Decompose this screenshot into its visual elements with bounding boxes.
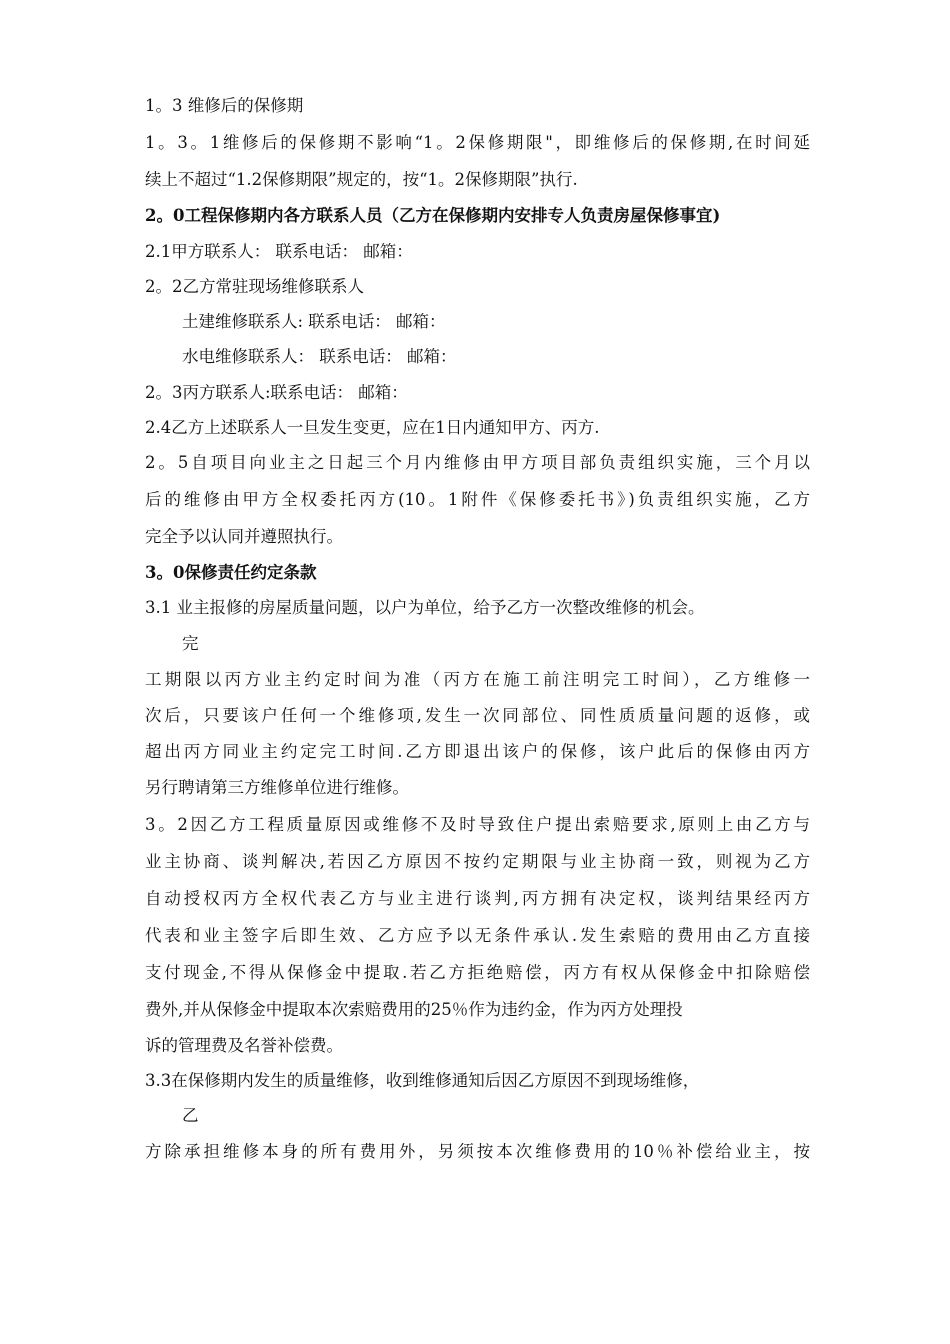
paragraph-line: 另行聘请第三方维修单位进行维修。 (145, 778, 409, 797)
heading-2-2: 2。2乙方常驻现场维修联系人 (145, 277, 364, 296)
paragraph-line: 次后，只要该户任何一个维修项,发生一次同部位、同性质质量问题的返修，或 (145, 706, 810, 725)
paragraph-line: 3。2因乙方工程质量原因或维修不及时导致住户提出索赔要求,原则上由乙方与 (145, 815, 810, 834)
heading-2-0: 2。0工程保修期内各方联系人员（乙方在保修期内安排专人负责房屋保修事宜) (145, 206, 721, 225)
paragraph-line: 乙 (182, 1106, 199, 1125)
contact-line-electrical: 水电维修联系人： 联系电话： 邮箱： (182, 347, 457, 366)
paragraph-line: 后的维修由甲方全权委托丙方(10。1附件《保修委托书》)负责组织实施，乙方 (145, 490, 810, 509)
paragraph-line: 2。5自项目向业主之日起三个月内维修由甲方项目部负责组织实施，三个月以 (145, 453, 810, 472)
contact-line-civil: 土建维修联系人: 联系电话： 邮箱： (182, 312, 446, 331)
paragraph-line: 超出丙方同业主约定完工时间.乙方即退出该户的保修，该户此后的保修由丙方 (145, 742, 810, 761)
paragraph-line: 续上不超过“1.2保修期限”规定的，按“1。2保修期限”执行. (145, 170, 578, 189)
paragraph-line: 工期限以丙方业主约定时间为准（丙方在施工前注明完工时间），乙方维修一 (145, 670, 810, 689)
contact-line-party-c: 2。3丙方联系人:联系电话： 邮箱： (145, 383, 408, 402)
paragraph-line: 3.1 业主报修的房屋质量问题，以户为单位，给予乙方一次整改维修的机会。 (145, 598, 705, 617)
paragraph-line: 自动授权丙方全权代表乙方与业主进行谈判,丙方拥有决定权，谈判结果经丙方 (145, 889, 810, 908)
paragraph-line: 代表和业主签字后即生效、乙方应予以无条件承认.发生索赔的费用由乙方直接 (145, 926, 810, 945)
paragraph-line: 3.3在保修期内发生的质量维修，收到维修通知后因乙方原因不到现场维修， (145, 1071, 700, 1090)
paragraph-line: 方除承担维修本身的所有费用外，另须按本次维修费用的10％补偿给业主，按 (145, 1142, 810, 1161)
paragraph-line: 完全予以认同并遵照执行。 (145, 527, 343, 546)
paragraph-line: 完 (182, 634, 199, 653)
paragraph-line: 2.4乙方上述联系人一旦发生变更，应在1日内通知甲方、丙方. (145, 418, 600, 437)
paragraph-line: 业主协商、谈判解决,若因乙方原因不按约定期限与业主协商一致，则视为乙方 (145, 852, 810, 871)
contact-line-party-a: 2.1甲方联系人： 联系电话： 邮箱： (145, 242, 413, 261)
heading-3-0: 3。0保修责任约定条款 (145, 563, 317, 582)
paragraph-line: 诉的管理费及名誉补偿费。 (145, 1036, 343, 1055)
paragraph-line: 费外,并从保修金中提取本次索赔费用的25％作为违约金，作为丙方处理投 (145, 1000, 683, 1019)
paragraph-line: 支付现金,不得从保修金中提取.若乙方拒绝赔偿，丙方有权从保修金中扣除赔偿 (145, 963, 810, 982)
heading-1-3: 1。3 维修后的保修期 (145, 96, 304, 115)
paragraph-line: 1。3。1维修后的保修期不影响“1。2保修期限"，即维修后的保修期,在时间延 (145, 133, 810, 152)
